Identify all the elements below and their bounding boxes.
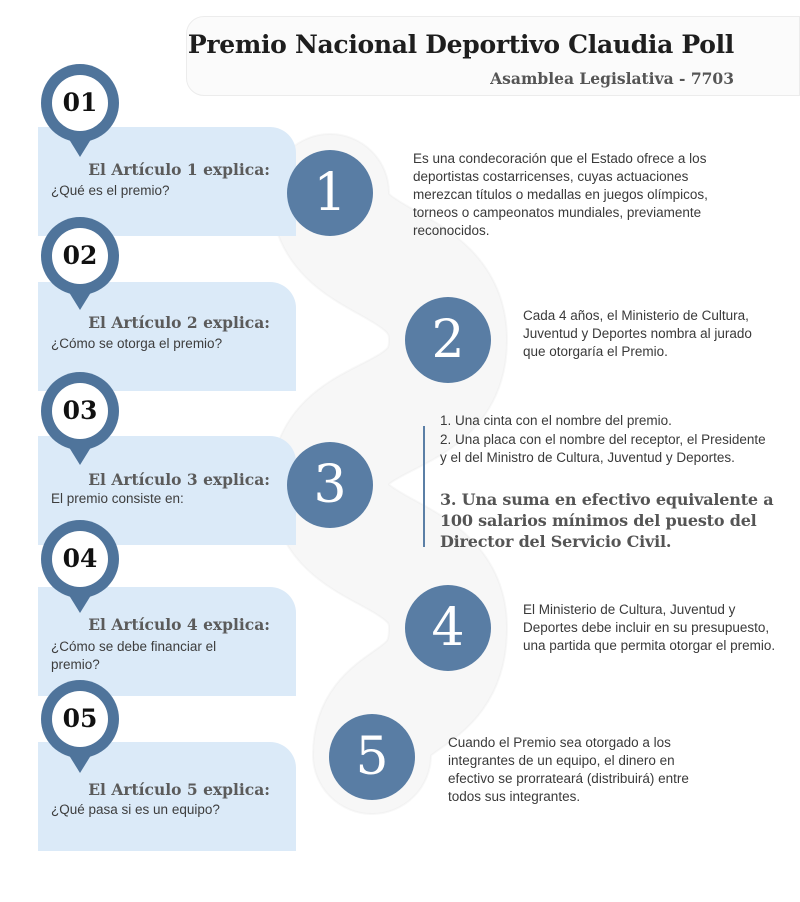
- page-subtitle: Asamblea Legislativa - 7703: [490, 69, 734, 88]
- article-4-number: 4: [431, 598, 465, 658]
- article-2-question: ¿Cómo se otorga el premio?: [51, 336, 223, 351]
- article-1-pin: [41, 64, 119, 158]
- article-3-question: El premio consiste en:: [51, 491, 184, 506]
- article-4-circle: [405, 585, 491, 671]
- article-4-description: El Ministerio de Cultura, Juventud y Deportes debe incluir en su presupuesto, una partida que permita otorgar el premio.: [523, 602, 776, 653]
- article-3-number: 3: [313, 455, 347, 515]
- article-3-pin-number: 03: [62, 396, 98, 425]
- article-3-item-2: 2. Una placa con el nombre del receptor, el Presidente y el del Ministro de Cultura, Juventud y Deportes.: [440, 432, 766, 465]
- article-2-number: 2: [431, 310, 465, 370]
- article-4-pin-number: 04: [62, 544, 98, 573]
- article-5-circle: [329, 714, 415, 800]
- article-4-title: El Artículo 4 explica:: [88, 615, 270, 634]
- article-1-question: ¿Qué es el premio?: [51, 183, 170, 198]
- article-1-description: Es una condecoración que el Estado ofrece a los deportistas costarricenses, cuyas actuaciones merezcan títulos o medallas en juegos olímpicos, torneos o campeonatos mundiales, previamente reconocidos.: [413, 151, 708, 238]
- article-1-circle: [287, 150, 373, 236]
- article-4-pin: [41, 520, 119, 614]
- article-5-question: ¿Qué pasa si es un equipo?: [51, 802, 220, 817]
- article-1-title: El Artículo 1 explica:: [88, 160, 270, 179]
- article-3-highlight: 3. Una suma en efectivo equivalente a 100 salarios mínimos del puesto del Director del Servicio Civil.: [440, 490, 774, 551]
- article-5-pin: [41, 680, 119, 774]
- article-2-circle: [405, 297, 491, 383]
- article-4-question: ¿Cómo se debe financiar el premio?: [51, 639, 217, 672]
- article-3-pin: [41, 372, 119, 466]
- article-5-number: 5: [355, 727, 389, 787]
- article-3-item-1: 1. Una cinta con el nombre del premio.: [440, 413, 672, 428]
- article-5-description: Cuando el Premio sea otorgado a los integrantes de un equipo, el dinero en efectivo se prorrateará (distribuirá) entre todos sus integrantes.: [448, 735, 689, 804]
- article-2-pin-number: 02: [62, 241, 98, 270]
- article-3-title: El Artículo 3 explica:: [88, 470, 270, 489]
- article-5-title: El Artículo 5 explica:: [88, 780, 270, 799]
- article-1-pin-number: 01: [62, 88, 98, 117]
- article-2-description: Cada 4 años, el Ministerio de Cultura, Juventud y Deportes nombra al jurado que otorgaría el Premio.: [523, 308, 752, 359]
- article-2-title: El Artículo 2 explica:: [88, 313, 270, 332]
- article-3-bracket: [423, 426, 425, 547]
- article-5-pin-number: 05: [62, 704, 98, 733]
- page-title: Premio Nacional Deportivo Claudia Poll: [187, 30, 734, 59]
- article-3-circle: [287, 442, 373, 528]
- article-1-number: 1: [313, 163, 347, 223]
- article-2-pin: [41, 217, 119, 311]
